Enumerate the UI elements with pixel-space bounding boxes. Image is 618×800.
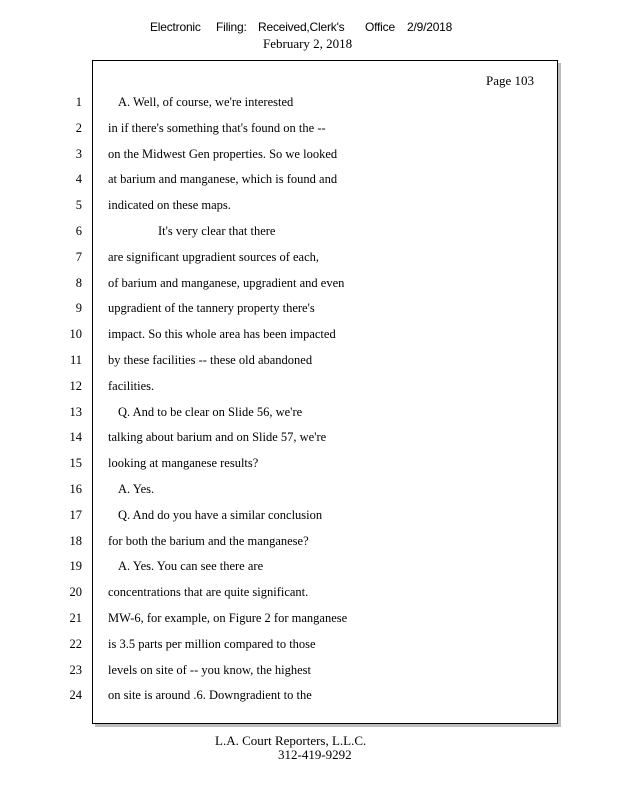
line-number: 8 bbox=[75, 276, 82, 290]
line-number: 9 bbox=[75, 301, 82, 315]
transcript-line: looking at manganese results? bbox=[108, 456, 259, 470]
transcript-line: A. Yes. You can see there are bbox=[118, 559, 264, 573]
line-number: 12 bbox=[69, 379, 82, 393]
transcript-line: Q. And do you have a similar conclusion bbox=[118, 508, 323, 522]
transcript-line: indicated on these maps. bbox=[108, 198, 231, 212]
transcript-line: It's very clear that there bbox=[158, 224, 276, 238]
filing-label: Filing: bbox=[216, 20, 247, 34]
transcript-line: impact. So this whole area has been impacted bbox=[108, 327, 336, 341]
line-number: 14 bbox=[69, 430, 82, 444]
filing-electronic: Electronic bbox=[150, 20, 201, 34]
filing-stamp-line bbox=[150, 20, 452, 34]
footer-company: L.A. Court Reporters, L.L.C. bbox=[215, 733, 367, 748]
transcript-line: on site is around .6. Downgradient to the bbox=[108, 688, 312, 702]
line-number: 24 bbox=[69, 688, 82, 702]
line-number: 10 bbox=[69, 327, 82, 341]
line-number: 16 bbox=[69, 482, 82, 496]
transcript-line: for both the barium and the manganese? bbox=[108, 534, 309, 548]
line-number: 2 bbox=[75, 121, 82, 135]
filing-header bbox=[0, 20, 618, 54]
filing-office: Office bbox=[365, 20, 395, 34]
transcript-line: A. Yes. bbox=[118, 482, 155, 496]
line-number: 7 bbox=[75, 250, 82, 264]
transcript-line: on the Midwest Gen properties. So we looked bbox=[108, 147, 338, 161]
line-number: 6 bbox=[75, 224, 82, 238]
line-number: 23 bbox=[69, 663, 82, 677]
line-number: 20 bbox=[69, 585, 82, 599]
line-number: 17 bbox=[69, 508, 82, 522]
transcript-line: in if there's something that's found on the -- bbox=[108, 121, 326, 135]
line-number: 19 bbox=[69, 559, 82, 573]
transcript-line: are significant upgradient sources of each, bbox=[108, 250, 320, 264]
transcript-line: upgradient of the tannery property there's bbox=[108, 301, 315, 315]
line-number: 1 bbox=[75, 95, 82, 109]
footer-phone: 312-419-9292 bbox=[278, 747, 352, 762]
transcript-line: at barium and manganese, which is found and bbox=[108, 172, 338, 186]
line-number: 3 bbox=[75, 147, 82, 161]
line-number: 22 bbox=[69, 637, 82, 651]
line-number: 21 bbox=[69, 611, 82, 625]
line-number: 15 bbox=[69, 456, 82, 470]
deposition-date: February 2, 2018 bbox=[263, 36, 353, 51]
line-number: 13 bbox=[69, 405, 82, 419]
transcript-line: talking about barium and on Slide 57, we're bbox=[108, 430, 327, 444]
transcript-line: is 3.5 parts per million compared to those bbox=[108, 637, 316, 651]
transcript-line: Q. And to be clear on Slide 56, we're bbox=[118, 405, 303, 419]
filing-received: Received,Clerk's bbox=[258, 20, 345, 34]
transcript-line: levels on site of -- you know, the highest bbox=[108, 663, 311, 677]
line-number: 18 bbox=[69, 534, 82, 548]
line-number: 11 bbox=[69, 353, 82, 367]
filing-date: 2/9/2018 bbox=[407, 20, 453, 34]
transcript-line: facilities. bbox=[108, 379, 155, 393]
line-number: 4 bbox=[75, 172, 82, 186]
transcript-line: A. Well, of course, we're interested bbox=[118, 95, 294, 109]
transcript-line: concentrations that are quite significant. bbox=[108, 585, 309, 599]
line-number: 5 bbox=[75, 198, 82, 212]
transcript-line: by these facilities -- these old abandoned bbox=[108, 353, 313, 367]
transcript-line: MW-6, for example, on Figure 2 for manganese bbox=[108, 611, 348, 625]
page-number: Page 103 bbox=[486, 73, 535, 88]
transcript-line: of barium and manganese, upgradient and even bbox=[108, 276, 345, 290]
